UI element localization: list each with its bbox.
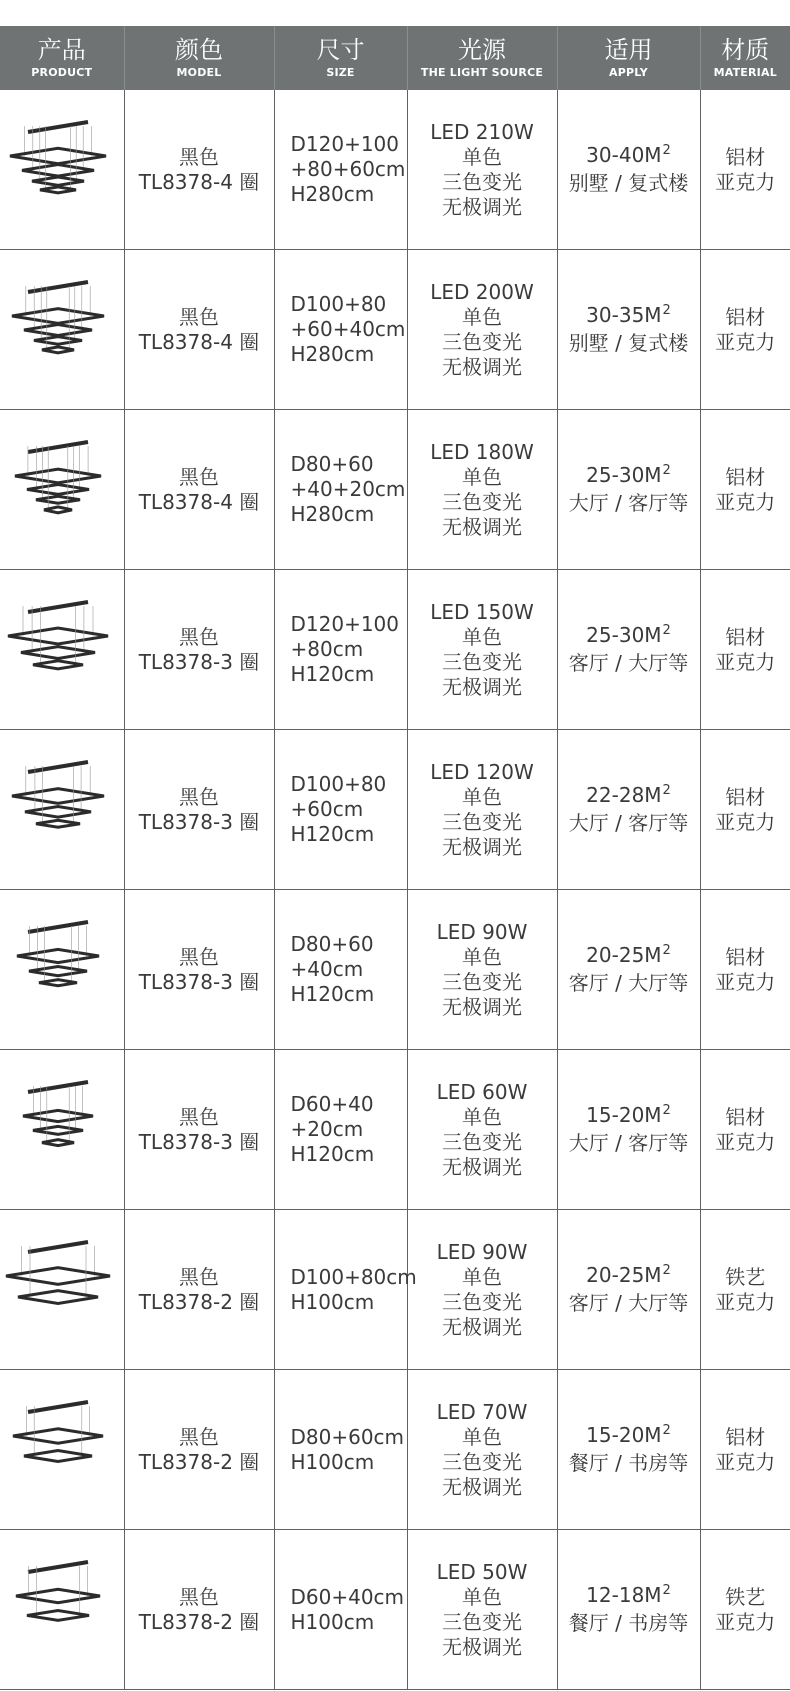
area-superscript: 2 bbox=[662, 943, 671, 958]
chandelier-product-image bbox=[0, 1530, 124, 1689]
apply-rooms: 客厅 / 大厅等 bbox=[568, 651, 689, 675]
lamp-canopy bbox=[28, 1402, 88, 1412]
model-number: TL8378-4 圈 bbox=[138, 489, 260, 514]
material-cell bbox=[700, 1210, 790, 1370]
header-product bbox=[0, 26, 124, 90]
size-cell bbox=[274, 890, 407, 1050]
lamp-ring bbox=[42, 347, 74, 353]
light-source-cell bbox=[407, 1370, 557, 1530]
chandelier-product-image bbox=[0, 890, 124, 1049]
material-value: 铝材 bbox=[725, 1104, 766, 1129]
area-value: 30-35M bbox=[586, 303, 662, 327]
area-value: 15-20M bbox=[586, 1103, 662, 1127]
color-value: 黑色 bbox=[179, 1264, 219, 1289]
area-superscript: 2 bbox=[662, 303, 671, 318]
area-superscript: 2 bbox=[662, 1103, 671, 1118]
size-cell bbox=[274, 1370, 407, 1530]
table-row bbox=[0, 1050, 790, 1210]
size-line: +60+40cm bbox=[290, 317, 406, 341]
table-row bbox=[0, 730, 790, 890]
area-superscript: 2 bbox=[662, 623, 671, 638]
size-line: +20cm bbox=[290, 1117, 364, 1141]
model-number: TL8378-2 圈 bbox=[138, 1449, 260, 1474]
light-mode: 三色变光 bbox=[442, 169, 522, 194]
model-cell bbox=[124, 250, 274, 410]
size-line: +80+60cm bbox=[290, 157, 406, 181]
header-label: 材质 bbox=[721, 36, 770, 64]
color-value: 黑色 bbox=[179, 464, 219, 489]
table-row bbox=[0, 890, 790, 1050]
size-line: H120cm bbox=[290, 662, 375, 686]
area-line bbox=[558, 1423, 700, 1451]
lamp-ring bbox=[36, 820, 80, 827]
area-line bbox=[558, 1263, 700, 1291]
size-line: D120+100 bbox=[290, 612, 400, 636]
header-material bbox=[700, 26, 790, 90]
size-line: +40+20cm bbox=[290, 477, 406, 501]
size-line: D120+100 bbox=[290, 132, 400, 156]
area-line bbox=[558, 943, 700, 971]
size-line: D100+80 bbox=[290, 292, 387, 316]
size-cell bbox=[274, 250, 407, 410]
color-value: 黑色 bbox=[179, 1104, 219, 1129]
material-value: 亚克力 bbox=[715, 1609, 776, 1634]
table-body bbox=[0, 90, 790, 1690]
power-value: LED 50W bbox=[436, 1559, 528, 1584]
table-row bbox=[0, 570, 790, 730]
light-mode: 单色 bbox=[462, 944, 502, 969]
apply-cell bbox=[557, 90, 700, 250]
material-value: 铝材 bbox=[725, 1424, 766, 1449]
size-line: H100cm bbox=[290, 1449, 375, 1474]
material-value: 铝材 bbox=[725, 624, 766, 649]
lamp-canopy bbox=[28, 602, 88, 612]
material-value: 铝材 bbox=[725, 144, 766, 169]
chandelier-product-image bbox=[0, 570, 124, 729]
model-cell bbox=[124, 730, 274, 890]
area-value: 15-20M bbox=[586, 1423, 662, 1447]
light-source-cell bbox=[407, 90, 557, 250]
header-label: 光源 bbox=[458, 36, 506, 64]
model-cell bbox=[124, 890, 274, 1050]
color-value: 黑色 bbox=[179, 1584, 219, 1609]
light-mode: 单色 bbox=[462, 304, 502, 329]
color-value: 黑色 bbox=[179, 624, 219, 649]
material-value: 亚克力 bbox=[715, 1129, 776, 1154]
color-value: 黑色 bbox=[179, 144, 219, 169]
apply-cell bbox=[557, 730, 700, 890]
size-line: D60+40cm bbox=[290, 1584, 405, 1609]
chandelier-product-image bbox=[0, 1210, 124, 1369]
apply-rooms: 大厅 / 客厅等 bbox=[568, 811, 689, 835]
lamp-canopy bbox=[28, 1082, 88, 1092]
size-line: H280cm bbox=[290, 182, 375, 206]
product-image-cell bbox=[0, 90, 124, 250]
light-mode: 三色变光 bbox=[442, 1449, 522, 1474]
material-value: 铝材 bbox=[725, 304, 766, 329]
light-mode: 单色 bbox=[462, 1424, 502, 1449]
light-source-cell bbox=[407, 1530, 557, 1690]
light-mode: 三色变光 bbox=[442, 809, 522, 834]
material-cell bbox=[700, 1530, 790, 1690]
light-mode: 无极调光 bbox=[442, 1634, 522, 1659]
header-light-source bbox=[407, 26, 557, 90]
area-line bbox=[558, 1583, 700, 1611]
header-size bbox=[274, 26, 407, 90]
area-value: 20-25M bbox=[586, 943, 662, 967]
area-value: 25-30M bbox=[586, 463, 662, 487]
model-number: TL8378-2 圈 bbox=[138, 1609, 260, 1634]
area-superscript: 2 bbox=[662, 463, 671, 478]
apply-cell bbox=[557, 890, 700, 1050]
area-value: 12-18M bbox=[586, 1583, 662, 1607]
size-line: D60+40 bbox=[290, 1092, 374, 1116]
size-cell bbox=[274, 1210, 417, 1370]
light-mode: 无极调光 bbox=[442, 194, 522, 219]
power-value: LED 90W bbox=[436, 919, 528, 944]
material-value: 亚克力 bbox=[715, 1449, 776, 1474]
material-cell bbox=[700, 410, 790, 570]
light-source-cell bbox=[407, 890, 557, 1050]
material-value: 铝材 bbox=[725, 464, 766, 489]
header-sublabel: PRODUCT bbox=[31, 66, 93, 79]
apply-cell bbox=[557, 250, 700, 410]
header-sublabel: APPLY bbox=[609, 66, 648, 79]
size-line: H120cm bbox=[290, 822, 375, 846]
area-value: 25-30M bbox=[586, 623, 662, 647]
size-line: H280cm bbox=[290, 502, 375, 526]
material-cell bbox=[700, 1370, 790, 1530]
light-source-cell bbox=[407, 1210, 557, 1370]
product-image-cell bbox=[0, 730, 124, 890]
size-line: D80+60 bbox=[290, 932, 374, 956]
model-number: TL8378-4 圈 bbox=[138, 169, 260, 194]
size-cell bbox=[274, 1530, 407, 1690]
power-value: LED 150W bbox=[430, 599, 534, 624]
area-line bbox=[558, 783, 700, 811]
table-header-row bbox=[0, 26, 790, 90]
table-row bbox=[0, 1210, 790, 1370]
product-image-cell bbox=[0, 890, 124, 1050]
power-value: LED 210W bbox=[430, 119, 534, 144]
lamp-canopy bbox=[28, 1562, 88, 1572]
area-line bbox=[558, 623, 700, 651]
color-value: 黑色 bbox=[179, 784, 219, 809]
model-number: TL8378-4 圈 bbox=[138, 329, 260, 354]
header-sublabel: SIZE bbox=[326, 66, 355, 79]
light-mode: 无极调光 bbox=[442, 1154, 522, 1179]
product-image-cell bbox=[0, 570, 124, 730]
apply-cell bbox=[557, 1050, 700, 1210]
material-cell bbox=[700, 1050, 790, 1210]
area-superscript: 2 bbox=[662, 1263, 671, 1278]
chandelier-product-image bbox=[0, 90, 124, 249]
light-mode: 无极调光 bbox=[442, 674, 522, 699]
apply-rooms: 餐厅 / 书房等 bbox=[568, 1451, 689, 1475]
product-spec-table bbox=[0, 26, 790, 1690]
light-source-cell bbox=[407, 570, 557, 730]
area-superscript: 2 bbox=[662, 783, 671, 798]
size-line: +60cm bbox=[290, 797, 364, 821]
header-label: 适用 bbox=[604, 36, 653, 64]
table-row bbox=[0, 410, 790, 570]
header-sublabel: THE LIGHT SOURCE bbox=[420, 66, 544, 79]
model-number: TL8378-3 圈 bbox=[138, 809, 260, 834]
size-line: D100+80 bbox=[290, 772, 387, 796]
area-line bbox=[558, 463, 700, 491]
light-source-cell bbox=[407, 1050, 557, 1210]
header-label: 颜色 bbox=[175, 36, 223, 64]
chandelier-product-image bbox=[0, 1050, 124, 1209]
material-value: 铝材 bbox=[725, 784, 766, 809]
model-cell bbox=[124, 90, 274, 250]
apply-cell bbox=[557, 1530, 700, 1690]
light-mode: 单色 bbox=[462, 1264, 502, 1289]
material-value: 亚克力 bbox=[715, 809, 776, 834]
size-line: D80+60 bbox=[290, 452, 374, 476]
product-image-cell bbox=[0, 1370, 124, 1530]
light-source-cell bbox=[407, 730, 557, 890]
apply-rooms: 别墅 / 复式楼 bbox=[568, 171, 689, 195]
light-mode: 三色变光 bbox=[442, 649, 522, 674]
model-number: TL8378-2 圈 bbox=[138, 1289, 260, 1314]
light-mode: 单色 bbox=[462, 1104, 502, 1129]
size-cell bbox=[274, 1050, 407, 1210]
light-mode: 三色变光 bbox=[442, 1129, 522, 1154]
light-mode: 无极调光 bbox=[442, 1314, 522, 1339]
material-cell bbox=[700, 890, 790, 1050]
light-mode: 三色变光 bbox=[442, 489, 522, 514]
product-image-cell bbox=[0, 1050, 124, 1210]
header-apply bbox=[557, 26, 700, 90]
light-mode: 三色变光 bbox=[442, 329, 522, 354]
apply-cell bbox=[557, 1210, 700, 1370]
size-line: +40cm bbox=[290, 957, 364, 981]
model-cell bbox=[124, 1530, 274, 1690]
apply-cell bbox=[557, 570, 700, 730]
size-cell bbox=[274, 730, 407, 890]
lamp-ring bbox=[39, 980, 77, 986]
light-mode: 三色变光 bbox=[442, 1289, 522, 1314]
model-cell bbox=[124, 410, 274, 570]
power-value: LED 60W bbox=[436, 1079, 528, 1104]
apply-rooms: 餐厅 / 书房等 bbox=[568, 1611, 689, 1635]
lamp-ring bbox=[40, 187, 76, 193]
lamp-canopy bbox=[28, 282, 88, 292]
power-value: LED 180W bbox=[430, 439, 534, 464]
table-row bbox=[0, 250, 790, 410]
lamp-ring bbox=[36, 496, 80, 503]
light-source-cell bbox=[407, 250, 557, 410]
size-line: H100cm bbox=[290, 1289, 375, 1314]
power-value: LED 90W bbox=[436, 1239, 528, 1264]
model-number: TL8378-3 圈 bbox=[138, 649, 260, 674]
apply-rooms: 客厅 / 大厅等 bbox=[568, 1291, 689, 1315]
material-cell bbox=[700, 730, 790, 890]
lamp-ring bbox=[44, 507, 72, 513]
light-mode: 三色变光 bbox=[442, 1609, 522, 1634]
model-number: TL8378-3 圈 bbox=[138, 969, 260, 994]
power-value: LED 200W bbox=[430, 279, 534, 304]
chandelier-product-image bbox=[0, 410, 124, 569]
light-source-cell bbox=[407, 410, 557, 570]
area-line bbox=[558, 143, 700, 171]
material-value: 铁艺 bbox=[725, 1264, 766, 1289]
light-mode: 无极调光 bbox=[442, 1474, 522, 1499]
light-mode: 无极调光 bbox=[442, 514, 522, 539]
lamp-canopy bbox=[28, 442, 88, 452]
area-line bbox=[558, 1103, 700, 1131]
light-mode: 单色 bbox=[462, 784, 502, 809]
apply-cell bbox=[557, 410, 700, 570]
size-line: H120cm bbox=[290, 1142, 375, 1166]
area-value: 30-40M bbox=[586, 143, 662, 167]
size-cell bbox=[274, 410, 407, 570]
header-label: 尺寸 bbox=[316, 36, 365, 64]
material-value: 亚克力 bbox=[715, 1289, 776, 1314]
table-row bbox=[0, 1370, 790, 1530]
color-value: 黑色 bbox=[179, 944, 219, 969]
header-sublabel: MATERIAL bbox=[713, 66, 777, 79]
light-mode: 单色 bbox=[462, 144, 502, 169]
area-superscript: 2 bbox=[662, 1423, 671, 1438]
area-superscript: 2 bbox=[662, 143, 671, 158]
material-value: 铁艺 bbox=[725, 1584, 766, 1609]
material-value: 亚克力 bbox=[715, 489, 776, 514]
light-mode: 单色 bbox=[462, 1584, 502, 1609]
model-cell bbox=[124, 1210, 274, 1370]
chandelier-product-image bbox=[0, 1370, 124, 1529]
light-mode: 三色变光 bbox=[442, 969, 522, 994]
size-cell bbox=[274, 90, 407, 250]
header-label: 产品 bbox=[37, 36, 86, 64]
model-cell bbox=[124, 570, 274, 730]
table-row bbox=[0, 90, 790, 250]
apply-rooms: 大厅 / 客厅等 bbox=[568, 1131, 689, 1155]
size-line: H100cm bbox=[290, 1609, 375, 1634]
material-value: 亚克力 bbox=[715, 969, 776, 994]
table-row bbox=[0, 1530, 790, 1690]
light-mode: 单色 bbox=[462, 624, 502, 649]
material-value: 亚克力 bbox=[715, 169, 776, 194]
material-cell bbox=[700, 250, 790, 410]
lamp-canopy bbox=[28, 1242, 88, 1252]
header-sublabel: MODEL bbox=[176, 66, 222, 79]
chandelier-product-image bbox=[0, 250, 124, 409]
lamp-canopy bbox=[28, 922, 88, 932]
chandelier-product-image bbox=[0, 730, 124, 889]
header-model bbox=[124, 26, 274, 90]
material-value: 铝材 bbox=[725, 944, 766, 969]
size-line: +80cm bbox=[290, 637, 364, 661]
product-image-cell bbox=[0, 410, 124, 570]
light-mode: 无极调光 bbox=[442, 994, 522, 1019]
product-image-cell bbox=[0, 1530, 124, 1690]
size-line: D80+60cm bbox=[290, 1424, 405, 1449]
material-cell bbox=[700, 570, 790, 730]
apply-cell bbox=[557, 1370, 700, 1530]
size-line: D100+80cm bbox=[290, 1264, 417, 1289]
material-cell bbox=[700, 90, 790, 250]
size-line: H120cm bbox=[290, 982, 375, 1006]
light-mode: 单色 bbox=[462, 464, 502, 489]
material-value: 亚克力 bbox=[715, 329, 776, 354]
power-value: LED 120W bbox=[430, 759, 534, 784]
area-line bbox=[558, 303, 700, 331]
product-image-cell bbox=[0, 250, 124, 410]
apply-rooms: 客厅 / 大厅等 bbox=[568, 971, 689, 995]
color-value: 黑色 bbox=[179, 304, 219, 329]
material-value: 亚克力 bbox=[715, 649, 776, 674]
power-value: LED 70W bbox=[436, 1399, 528, 1424]
size-cell bbox=[274, 570, 407, 730]
model-cell bbox=[124, 1050, 274, 1210]
color-value: 黑色 bbox=[179, 1424, 219, 1449]
lamp-canopy bbox=[28, 122, 88, 132]
apply-rooms: 大厅 / 客厅等 bbox=[568, 491, 689, 515]
model-number: TL8378-3 圈 bbox=[138, 1129, 260, 1154]
lamp-canopy bbox=[28, 762, 88, 772]
apply-rooms: 别墅 / 复式楼 bbox=[568, 331, 689, 355]
size-line: H280cm bbox=[290, 342, 375, 366]
product-image-cell bbox=[0, 1210, 124, 1370]
area-value: 22-28M bbox=[586, 783, 662, 807]
light-mode: 无极调光 bbox=[442, 834, 522, 859]
light-mode: 无极调光 bbox=[442, 354, 522, 379]
area-value: 20-25M bbox=[586, 1263, 662, 1287]
lamp-ring bbox=[42, 1140, 74, 1146]
area-superscript: 2 bbox=[662, 1583, 671, 1598]
model-cell bbox=[124, 1370, 274, 1530]
